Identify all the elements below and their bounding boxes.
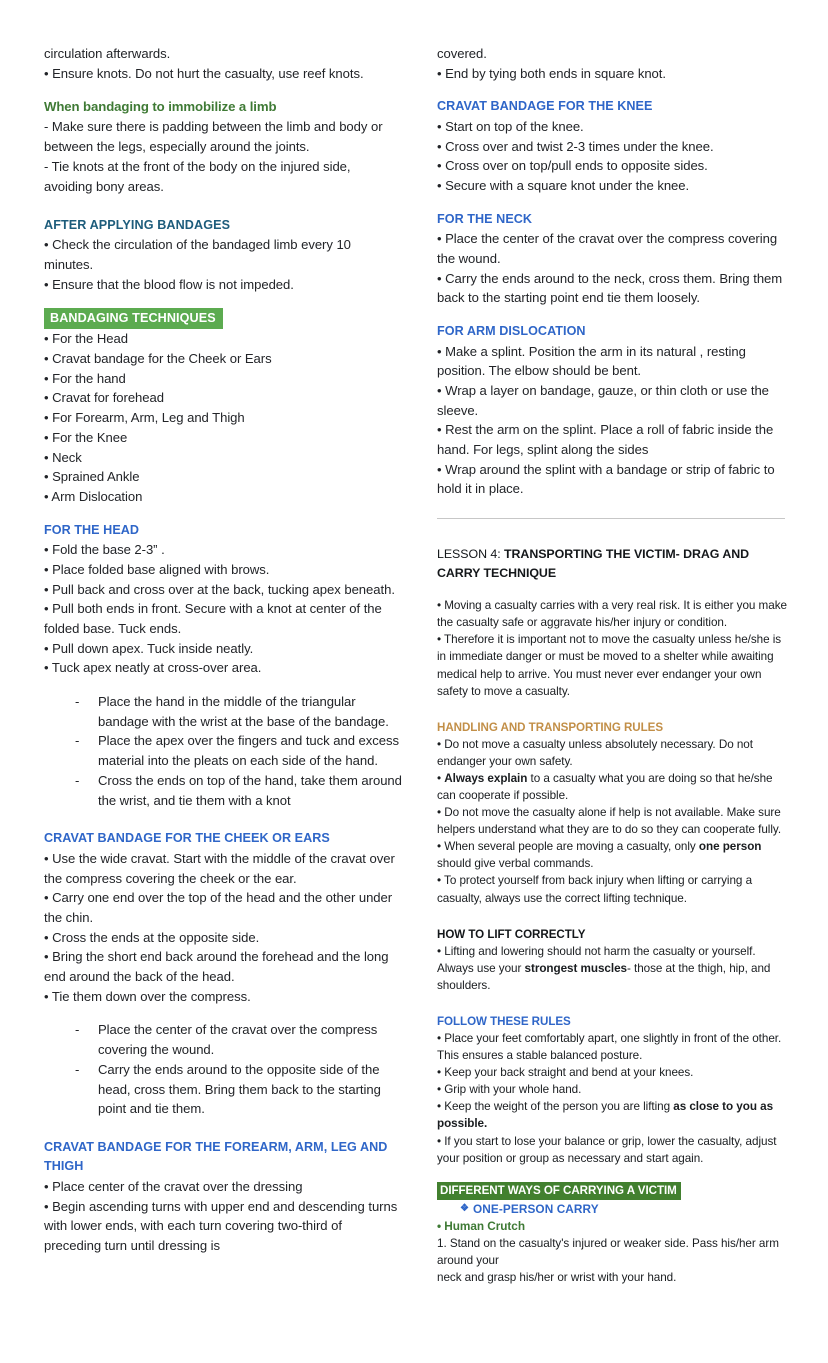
spacer (44, 196, 402, 215)
spacer (44, 810, 402, 829)
rule-pre: • To protect yourself from back injury when lifting or carrying a casualty, always use the correct lifting technique. (437, 874, 753, 905)
spacer (437, 700, 787, 719)
lift-post: - those at the thigh, hip, and shoulders. (437, 961, 771, 992)
after-applying-bullet-2: • Ensure that the blood flow is not impeded. (44, 276, 294, 292)
technique-item: • For the Head (44, 331, 128, 347)
lesson-label: LESSON 4: (437, 547, 504, 562)
knee-bullet: • Secure with a square knot under the knee. (437, 178, 690, 194)
handling-rule-item (437, 804, 787, 838)
list-item (44, 731, 402, 770)
cheek-ears-bullet: • Cross the ends at the opposite side. (44, 929, 260, 945)
dash-bullet: - (75, 694, 80, 710)
spacer (44, 507, 402, 521)
rule-pre: • Place your feet comfortably apart, one slightly in front of the other. This ensures a stable balanced posture. (437, 1031, 782, 1063)
rule-pre: • Keep the weight of the person you are lifting (437, 1100, 674, 1114)
lift-bold: strongest muscles (524, 961, 627, 975)
immobilize-line-2: - Tie knots at the front of the body on the injured side, avoiding bony areas. (44, 158, 351, 194)
rule-pre: • Do not move a casualty unless absolutely necessary. Do not endanger your own safety. (437, 737, 753, 768)
technique-item: • Arm Dislocation (44, 488, 143, 504)
handling-rule-item (437, 736, 787, 770)
follow-rule-item (437, 1081, 787, 1098)
carrying-step: neck and grasp his/her or wrist with your hand. (437, 1270, 677, 1284)
list-item-text: Place the apex over the fingers and tuck and excess material into the pleats on each side of the hand. (98, 733, 399, 769)
handling-rule-item (437, 770, 787, 804)
spacer (44, 678, 402, 692)
immobilize-line-1: - Make sure there is padding between the limb and body or between the legs, especially around the joints. (44, 119, 383, 155)
cheek-ears-bullet: • Use the wide cravat. Start with the middle of the cravat over the compress covering the cheek or the ear. (44, 850, 395, 886)
neck-bullet: • Carry the ends around to the neck, cross them. Bring them back to the starting point end tie them loosely. (437, 270, 783, 306)
heading-carrying-victim-wrap (437, 1181, 787, 1200)
rule-pre: • If you start to lose your balance or grip, lower the casualty, adjust your position or group as necessary and start again. (437, 1134, 777, 1165)
carryover-bullet: • End by tying both ends in square knot. (437, 65, 666, 81)
lesson-title-text: TRANSPORTING THE VICTIM- DRAG AND CARRY TECHNIQUE (437, 547, 750, 581)
carryover-line: circulation afterwards. (44, 46, 171, 61)
for-head-bullet: • Tuck apex neatly at cross-over area. (44, 660, 262, 676)
spacer (44, 1119, 402, 1138)
rule-pre: • Grip with your whole hand. (437, 1083, 582, 1097)
list-item-text: Place the hand in the middle of the triangular bandage with the wrist at the base of the bandage. (98, 694, 389, 729)
list-item-text: Carry the ends around to the opposite side of the head, cross them. Bring them back to the starting point and tie them. (98, 1061, 381, 1117)
dash-bullet: - (75, 772, 80, 788)
for-head-bullet: • Pull back and cross over at the back, tucking apex beneath. (44, 581, 395, 597)
for-head-bullet: • Pull both ends in front. Secure with a knot at center of the folded base. Tuck ends. (44, 601, 382, 636)
rule-post: to a casualty what you are doing so that he/she can cooperate if possible. (437, 771, 773, 802)
carryover-line: covered. (437, 46, 487, 61)
cheek-ears-bullet: • Carry one end over the top of the head and the other under the chin. (44, 890, 393, 925)
spacer (437, 583, 787, 597)
carrying-step: 1. Stand on the casualty's injured or weaker side. Pass his/her arm around your (437, 1236, 779, 1267)
dash-bullet: - (75, 1061, 80, 1077)
rule-pre: • Do not move the casualty alone if help is not available. Make sure helpers understand what they are to do so they can cooperate fully. (437, 806, 782, 837)
arm-dislocation-bullet: • Make a splint. Position the arm in its natural , resting position. The elbow should be bent. (437, 343, 746, 379)
subheading-one-person-carry (437, 1200, 787, 1218)
lesson-paragraph: • Moving a casualty carries with a very real risk. It is either you make the casualty safe or aggravate his/her injury or condition. (437, 599, 787, 630)
heading-bandaging-techniques-wrap (44, 308, 402, 329)
technique-item: • Cravat for forehead (44, 390, 164, 406)
list-item (44, 771, 402, 810)
left-column (44, 44, 402, 1256)
spacer (437, 907, 787, 926)
follow-rule-item (437, 1098, 787, 1132)
heading-cravat-cheek-ears: CRAVAT BANDAGE FOR THE CHEEK OR EARS (44, 831, 330, 846)
heading-cravat-knee: CRAVAT BANDAGE FOR THE KNEE (437, 99, 653, 114)
for-head-bullet: • Fold the base 2-3” . (44, 542, 165, 558)
list-item (44, 692, 402, 731)
carryover-bullet: • Ensure knots. Do not hurt the casualty, use reef knots. (44, 65, 364, 81)
spacer (437, 994, 787, 1013)
carrying-item-human-crutch: • Human Crutch (437, 1218, 525, 1233)
lesson-title (437, 545, 787, 583)
forearm-bullet: • Begin ascending turns with upper end and descending turns with lower ends, with each turn covering two-third of preceding turn until dressing is (44, 1198, 398, 1254)
cheek-ears-bullet: • Bring the short end back around the forehead and the long end around the back of the head. (44, 949, 389, 985)
cheek-ears-sub-list (44, 1020, 402, 1119)
dash-bullet: - (75, 1022, 80, 1038)
arm-dislocation-bullet: • Wrap a layer on bandage, gauze, or thin cloth or use the sleeve. (437, 382, 769, 418)
knee-bullet: • Cross over on top/pull ends to opposite sides. (437, 158, 708, 174)
lift-pre: • Lifting and lowering should not harm the casualty or yourself. Always use your (437, 944, 756, 975)
technique-item: • For the hand (44, 370, 126, 386)
handling-rule-item (437, 838, 787, 872)
one-person-carry-label: ONE-PERSON CARRY (473, 1201, 599, 1216)
rule-bold: one person (698, 840, 762, 854)
heading-immobilize-limb: When bandaging to immobilize a limb (44, 99, 277, 115)
rule-pre: • (437, 771, 445, 785)
spacer (437, 83, 787, 97)
handling-rule-item (437, 872, 787, 906)
heading-bandaging-techniques: BANDAGING TECHNIQUES (44, 308, 223, 329)
technique-item: • Neck (44, 449, 82, 465)
spacer (437, 499, 787, 518)
arm-dislocation-bullet: • Wrap around the splint with a bandage or strip of fabric to hold it in place. (437, 461, 775, 497)
rule-pre: • Keep your back straight and bend at your knees. (437, 1066, 694, 1080)
list-item-text: Place the center of the cravat over the compress covering the wound. (98, 1022, 378, 1058)
knee-bullet: • Start on top of the knee. (437, 118, 584, 134)
neck-bullet: • Place the center of the cravat over the compress covering the wound. (437, 231, 778, 266)
spacer (44, 1006, 402, 1020)
heading-for-the-neck: FOR THE NECK (437, 211, 533, 226)
technique-item: • Cravat bandage for the Cheek or Ears (44, 351, 272, 367)
follow-rule-item (437, 1030, 787, 1064)
right-column (437, 44, 787, 1286)
spacer (437, 308, 787, 322)
list-item (44, 1020, 402, 1059)
lesson-paragraph: • Therefore it is important not to move the casualty unless he/she is in immediate danger or must be moved to a shelter while awaiting medical help to arrive. You must never ever endanger your own safety to move a casualty. (437, 633, 782, 698)
heading-after-applying-bandages: AFTER APPLYING BANDAGES (44, 218, 231, 233)
rule-bold: as close to you as possible. (437, 1100, 774, 1131)
for-head-bullet: • Place folded base aligned with brows. (44, 561, 270, 577)
spacer (437, 196, 787, 210)
technique-item: • For the Knee (44, 429, 128, 445)
diamond-bullet-icon: ❖ (460, 1202, 470, 1214)
dash-bullet: - (75, 733, 80, 749)
follow-rule-item (437, 1064, 787, 1081)
technique-item: • Sprained Ankle (44, 469, 140, 485)
spacer (437, 519, 787, 545)
spacer (44, 294, 402, 308)
heading-different-ways-carrying-victim: DIFFERENT WAYS OF CARRYING A VICTIM (437, 1182, 681, 1200)
forearm-bullet: • Place center of the cravat over the dressing (44, 1178, 303, 1194)
heading-follow-these-rules: FOLLOW THESE RULES (437, 1014, 571, 1028)
spacer (437, 1167, 787, 1181)
technique-item: • For Forearm, Arm, Leg and Thigh (44, 410, 245, 426)
how-to-lift-text (437, 943, 787, 994)
rule-post: should give verbal commands. (437, 857, 594, 871)
heading-for-the-head: FOR THE HEAD (44, 522, 140, 537)
spacer (44, 83, 402, 97)
rule-pre: • When several people are moving a casualty, only (437, 840, 699, 854)
list-item-text: Cross the ends on top of the hand, take them around the wrist, and tie them with a knot (98, 772, 402, 808)
rule-bold: Always explain (444, 771, 528, 785)
follow-rule-item (437, 1133, 787, 1167)
arm-dislocation-bullet: • Rest the arm on the splint. Place a roll of fabric inside the hand. For legs, splint along the sides (437, 422, 774, 458)
for-head-bullet: • Pull down apex. Tuck inside neatly. (44, 640, 254, 656)
after-applying-bullet-1: • Check the circulation of the bandaged limb every 10 minutes. (44, 237, 351, 272)
list-item (44, 1060, 402, 1119)
heading-cravat-forearm-arm-leg-thigh: CRAVAT BANDAGE FOR THE FOREARM, ARM, LEG AND THIGH (44, 1139, 388, 1174)
cheek-ears-bullet: • Tie them down over the compress. (44, 988, 251, 1004)
heading-for-arm-dislocation: FOR ARM DISLOCATION (437, 324, 586, 339)
knee-bullet: • Cross over and twist 2-3 times under the knee. (437, 138, 714, 154)
for-head-sub-list (44, 692, 402, 810)
heading-handling-transporting-rules: HANDLING AND TRANSPORTING RULES (437, 720, 664, 734)
heading-how-to-lift-correctly: HOW TO LIFT CORRECTLY (437, 927, 586, 941)
